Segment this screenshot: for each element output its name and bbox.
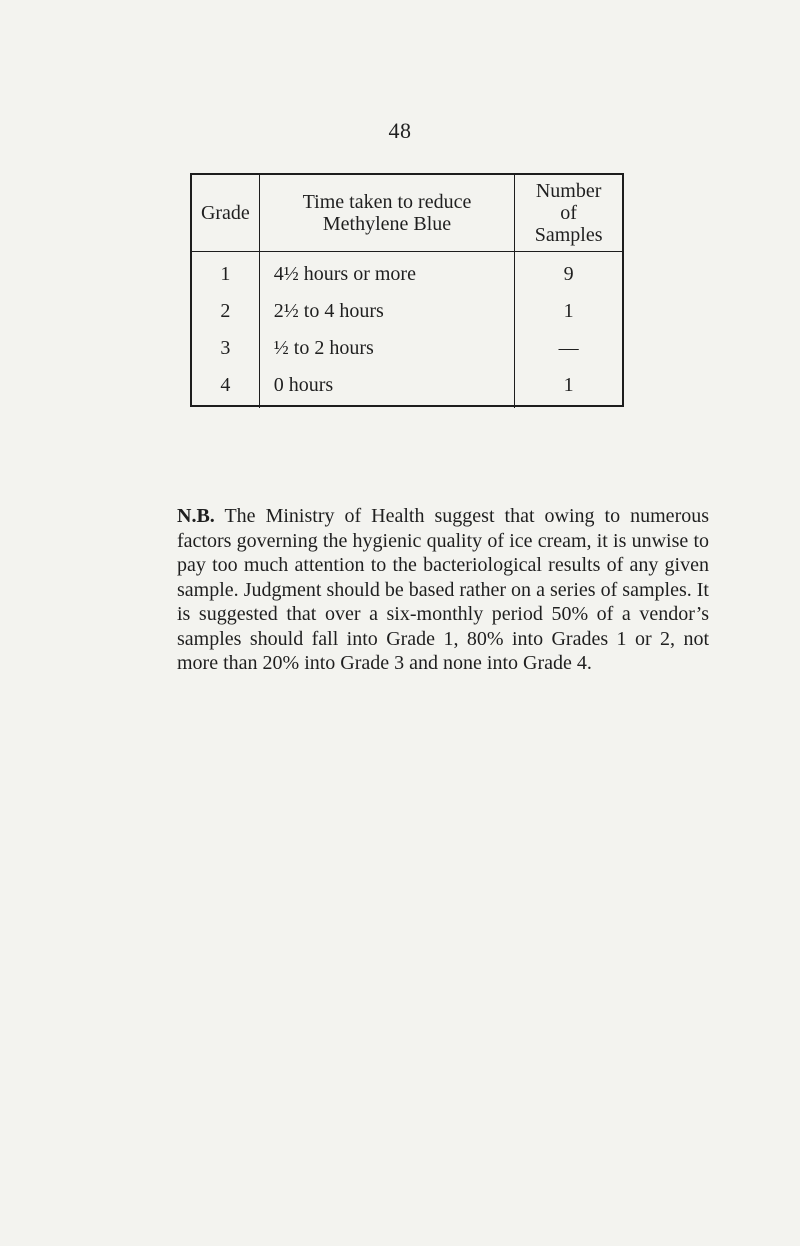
cell-grade: 4 (192, 367, 259, 408)
table-row (192, 293, 622, 330)
cell-time: ½ to 2 hours (259, 330, 515, 367)
note-label: N.B. (177, 505, 215, 527)
cell-grade: 2 (192, 293, 259, 330)
header-time-text: Time taken to reduce Methylene Blue (302, 191, 472, 235)
cell-grade: 1 (192, 252, 259, 294)
grading-table-grid (192, 175, 622, 408)
header-grade: Grade (192, 175, 259, 252)
cell-samples: — (558, 337, 579, 359)
note-paragraph (177, 504, 709, 676)
header-samples-text: Number of Samples (534, 180, 603, 246)
table-row (192, 330, 622, 367)
cell-samples: 1 (563, 300, 574, 322)
header-samples (515, 175, 622, 252)
table-row (192, 367, 622, 408)
note-text: The Ministry of Health suggest that owing to numerous factors governing the hygienic quality of ice cream, it is unwise to pay too much attention to the bacteriological results of any given sample. Judgment should be based rather on a series of samples. It is suggested that over a six-monthly period 50% of a vendor’s samples should fall into Grade 1, 80% into Grades 1 or 2, not more than 20% into Grade 3 and none into Grade 4. (177, 505, 710, 674)
header-time (259, 175, 515, 252)
cell-time: 2½ to 4 hours (259, 293, 515, 330)
cell-samples: 9 (563, 263, 574, 285)
cell-time: 4½ hours or more (259, 252, 515, 294)
cell-time: 0 hours (259, 367, 515, 408)
cell-grade: 3 (192, 330, 259, 367)
table-header-row (192, 175, 622, 252)
page-number: 48 (388, 118, 412, 143)
grading-table (190, 173, 624, 407)
cell-samples: 1 (563, 374, 574, 396)
table-row (192, 252, 622, 294)
